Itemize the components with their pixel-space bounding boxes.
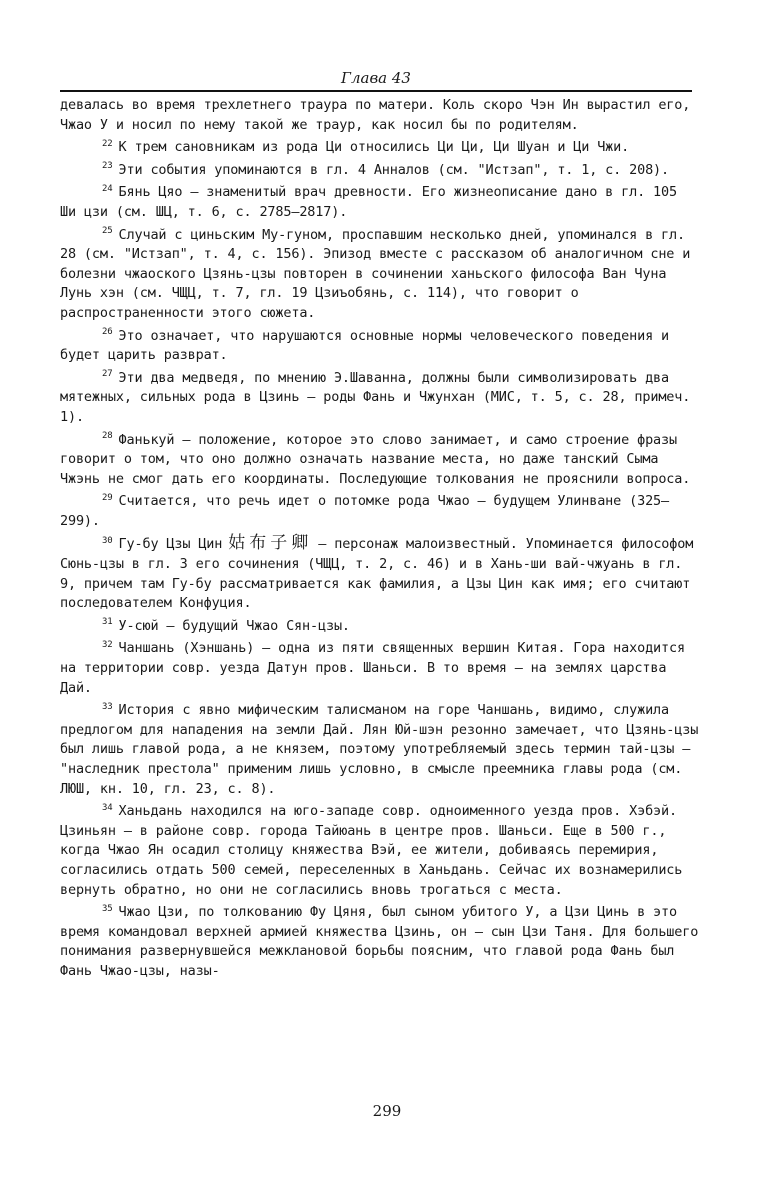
note-text: Это означает, что нарушаются основные нормы человеческого поведения и будет царить разврат. (60, 327, 670, 364)
note-35 (60, 903, 700, 981)
note-number: 25 (102, 226, 113, 237)
note-text: Эти два медведя, по мнению Э.Шаванна, должны были символизировать два мятежных, сильных рода в Цзинь — роды Фань и Чжунхан (МИС, т. 5, с. 28, примеч. 1). (60, 369, 691, 425)
note-25 (60, 226, 700, 324)
note-number: 26 (102, 327, 113, 338)
page-number: 299 (372, 1102, 402, 1120)
note-number: 27 (102, 369, 113, 380)
note-text: Считается, что речь идет о потомке рода Чжао — будущем Улинване (325–299). (60, 493, 670, 529)
note-text-before: Гу-бу Цзы Цин (118, 536, 223, 553)
note-number: 22 (102, 138, 113, 149)
note-number: 32 (102, 639, 113, 650)
note-text: Случай с циньским Му-гуном, проспавшим несколько дней, упоминался в гл. 28 (см. "Истзап", т. 4, с. 156). Эпизод вместе с рассказом об аналогичном сне и болезни чжаоского Цзянь-цзы повторен в сочинении ханьского философа Ван Чуна Лунь хэн (см. ЧЩЦ, т. 7, гл. 19 Цзиъобянь, с. 114), что говорит о распространенности этого сюжета. (60, 226, 691, 321)
note-number: 30 (102, 535, 113, 546)
header-rule (60, 90, 692, 92)
note-24 (60, 183, 700, 222)
note-number: 24 (102, 183, 113, 194)
note-26 (60, 327, 700, 366)
note-number: 35 (102, 903, 113, 914)
note-text: Фанькуй — положение, которое это слово занимает, и само строение фразы говорит о том, что оно должно означать название места, но даже танский Сыма Чжэнь не смог дать его координаты. Последующие толкования не прояснили вопроса. (60, 431, 691, 487)
note-text: Эти события упоминаются в гл. 4 Анналов (см. "Истзап", т. 1, с. 208). (118, 161, 670, 178)
note-number: 31 (102, 617, 113, 628)
intro-paragraph: девалась во время трехлетнего траура по матери. Коль скоро Чэн Ин вырастил его, Чжао У и носил по нему такой же траур, как носил бы по родителям. (60, 97, 691, 133)
note-number: 33 (102, 701, 113, 712)
note-29 (60, 492, 700, 531)
notes-body (60, 96, 700, 982)
note-text: К трем сановникам из рода Ци относились Ци Ци, Ци Шуан и Ци Чжи. (118, 139, 630, 156)
note-text: История с явно мифическим талисманом на горе Чаншань, видимо, служила предлогом для нападения на земли Дай. Лян Юй-шэн резонно замечает, что Цзянь-цзы был лишь главой рода, а не князем, поэтому употребляемый здесь термин тай-цзы — "наследник престола" применим лишь условно, в смысле преемника главы рода (см. ЛЮШ, кн. 10, гл. 23, с. 8). (60, 702, 699, 797)
chapter-header: Глава 43 (341, 69, 411, 87)
note-22 (60, 138, 700, 158)
note-34 (60, 802, 700, 900)
note-text: Чаншань (Хэншань) — одна из пяти священных вершин Китая. Гора находится на территории совр. уезда Датун пров. Шаньси. В то время — на землях царства Дай. (60, 640, 685, 696)
note-text-after: — персонаж малоизвестный. Упоминается философом Сюнь-цзы в гл. 3 его сочинения (ЧЩЦ, т. 2, с. 46) и в Хань-ши вай-чжуань в гл. 9, причем там Гу-бу рассматривается как фамилия, а Цзы Цин как имя; его считают последователем Конфуция. (60, 536, 694, 612)
note-number: 23 (102, 161, 113, 172)
note-23 (60, 161, 700, 181)
note-text: Чжао Цзи, по толкованию Фу Цяня, был сыном убитого У, а Цзи Цинь в это время командовал верхней армией княжества Цзинь, он — сын Цзи Таня. Для большего понимания развернувшейся межклановой борьбы поясним, что главой рода Фань был Фань Чжао-цзы, назы- (60, 904, 699, 979)
note-31 (60, 617, 700, 637)
hanzi-name: 姑布子卿 (228, 533, 313, 554)
note-number: 34 (102, 802, 113, 813)
note-30 (60, 534, 700, 613)
note-text: Бянь Цяо — знаменитый врач древности. Его жизнеописание дано в гл. 105 Ши цзи (см. ШЦ, т. 6, с. 2785–2817). (60, 184, 677, 220)
note-number: 28 (102, 431, 113, 441)
note-27 (60, 369, 700, 428)
note-32 (60, 639, 700, 698)
note-33 (60, 701, 700, 799)
note-28 (60, 431, 700, 490)
note-text: У-сюй — будущий Чжао Сян-цзы. (118, 617, 350, 634)
note-text: Ханьдань находился на юго-западе совр. одноименного уезда пров. Хэбэй. Цзиньян — в районе совр. города Тайюань в центре пров. Шаньси. Еще в 500 г., когда Чжао Ян осадил столицу княжества Вэй, ее жители, добиваясь перемирия, согласились отдать 500 семей, переселенных в Ханьдань. Сейчас их вознамерились вернуть обратно, но они не согласились вновь трогаться с места. (60, 803, 683, 898)
note-number: 29 (102, 492, 113, 503)
